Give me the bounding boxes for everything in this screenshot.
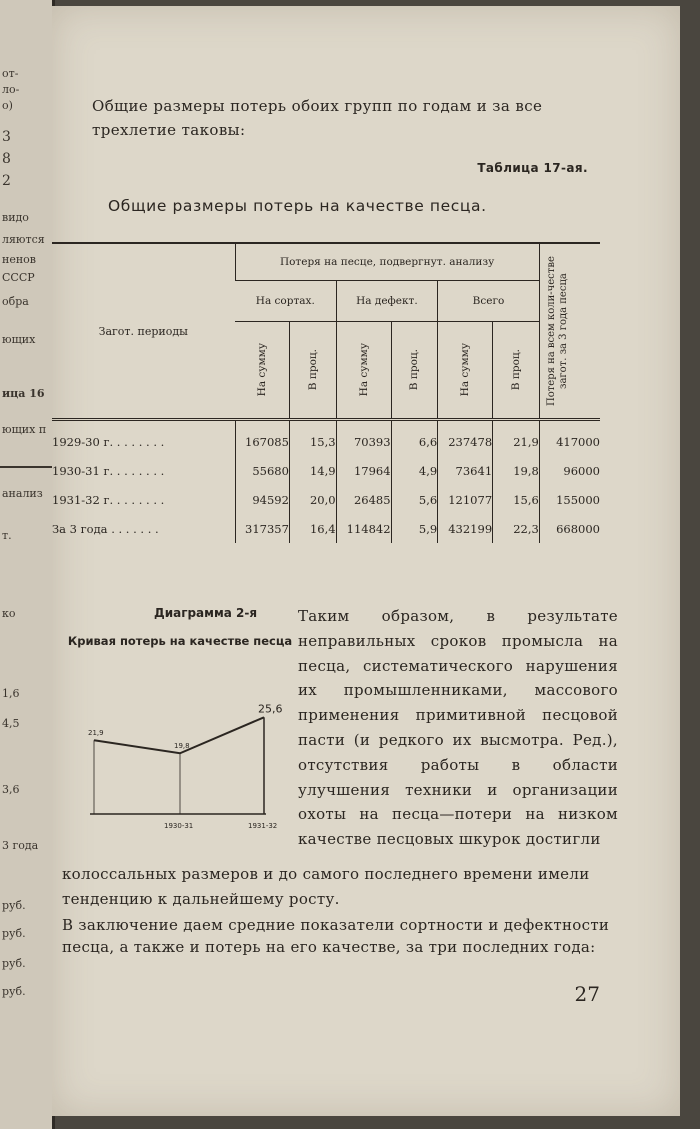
defect-pct-cell: 4,9: [391, 456, 438, 485]
all-pct-cell: 21,9: [493, 420, 540, 457]
prev-page-text: ющих: [2, 333, 36, 346]
all-sum-cell: 237478: [438, 420, 493, 457]
page-number: 27: [574, 982, 600, 1006]
prev-page-text: 4,5: [2, 717, 20, 730]
diagram-value-label: 19,8: [174, 742, 190, 751]
prev-page-text: 3,6: [2, 783, 20, 796]
prev-page-text: СССР: [2, 271, 35, 284]
prev-page-text: 3 года: [2, 839, 39, 852]
prev-page-text: руб.: [2, 985, 26, 998]
prev-page-text: от-: [2, 67, 19, 80]
prev-page-text: руб.: [2, 957, 26, 970]
total-cell: 96000: [539, 456, 600, 485]
total-cell: 417000: [539, 420, 600, 457]
defect-sum-cell: 114842: [336, 514, 391, 543]
losses-table: [52, 242, 600, 543]
loss-curve-diagram: [76, 674, 283, 834]
period-header: Загот. периоды: [52, 243, 235, 420]
main-paragraph: Таким образом, в результате неправильных сроков промысла на песца, систематического нарушения их промышленниками, массового применения примитивной песцовой пасти (и редкого их высмотра. Ред.), отсутствия работы в области улучшения техники и организации охоты на песца—потери на низком качестве песцовых шкурок достигли: [298, 607, 618, 849]
diagram-subtitle: Кривая потерь на качестве песца: [67, 634, 293, 648]
prev-page-text: 3: [2, 129, 11, 145]
table-title: Общие размеры потерь на качестве песца.: [108, 197, 487, 215]
total-cell: 155000: [539, 485, 600, 514]
prev-page-text: ющих п: [2, 423, 47, 436]
table-row: [52, 514, 600, 543]
sum-header: На сумму: [459, 343, 472, 397]
prev-page-text: 8: [2, 151, 11, 167]
paragraph-continuation: колоссальных размеров и до самого последнего времени имели тенденцию к дальнейшему росту.: [62, 865, 590, 908]
all-subheader: Всего: [438, 281, 540, 322]
book-page: [52, 6, 680, 1116]
period-cell: 1930-31 г. . . . . . . .: [52, 463, 165, 478]
all-pct-cell: 15,6: [493, 485, 540, 514]
pct-header: В проц.: [509, 349, 522, 391]
all-pct-cell: 19,8: [493, 456, 540, 485]
all-sum-cell: 73641: [438, 456, 493, 485]
diagram-value-label: 21,9: [88, 729, 104, 738]
diagram-title: Диаграмма 2-я: [154, 606, 258, 620]
prev-page-text: ица 16: [2, 387, 45, 400]
previous-page-edge: [0, 0, 55, 1129]
prev-page-text: ло-: [2, 83, 20, 96]
period-cell: 1931-32 г. . . . . . . .: [52, 492, 165, 507]
defect-pct-cell: 5,9: [391, 514, 438, 543]
diagram-x-label: 1931-32: [248, 822, 278, 830]
prev-page-text: 2: [2, 173, 11, 189]
prev-page-text: обра: [2, 295, 29, 308]
prev-page-text: видо: [2, 211, 29, 224]
prev-page-text: ляются: [2, 233, 45, 246]
prev-page-text: ко: [2, 607, 16, 620]
diagram-x-label: 1930-31: [164, 822, 194, 830]
intro-paragraph: Общие размеры потерь обоих групп по годам и за все трехлетие таковы:: [92, 97, 543, 139]
sort-sum-cell: 55680: [235, 456, 289, 485]
total-cell: 668000: [539, 514, 600, 543]
sort-sum-cell: 317357: [235, 514, 289, 543]
table-row: [52, 420, 600, 457]
table-row: [52, 485, 600, 514]
defect-sum-cell: 26485: [336, 485, 391, 514]
prev-page-text: анализ: [2, 487, 43, 500]
sort-pct-cell: 20,0: [289, 485, 336, 514]
sort-pct-cell: 16,4: [289, 514, 336, 543]
table-row: [52, 456, 600, 485]
pct-header: В проц.: [408, 349, 421, 391]
all-pct-cell: 22,3: [493, 514, 540, 543]
defect-sum-cell: 70393: [336, 420, 391, 457]
defect-sum-cell: 17964: [336, 456, 391, 485]
defect-subheader: На дефект.: [336, 281, 438, 322]
prev-page-text: руб.: [2, 927, 26, 940]
sort-subheader: На сортах.: [235, 281, 336, 322]
prev-page-text: т.: [2, 529, 12, 542]
total-header-cell: [539, 243, 600, 420]
sort-sum-cell: 167085: [235, 420, 289, 457]
all-sum-cell: 432199: [438, 514, 493, 543]
defect-pct-cell: 5,6: [391, 485, 438, 514]
diagram-value-label: 25,6: [258, 702, 283, 716]
conclusion-paragraph: В заключение даем средние показатели сортности и дефектности песца, а также и потерь на его качестве, за три последних года:: [62, 916, 610, 956]
table-label: Таблица 17-ая.: [477, 161, 588, 175]
period-cell: 1929-30 г. . . . . . . .: [52, 434, 165, 449]
sort-sum-cell: 94592: [235, 485, 289, 514]
defect-pct-cell: 6,6: [391, 420, 438, 457]
sum-header: На сумму: [255, 343, 268, 397]
all-sum-cell: 121077: [438, 485, 493, 514]
pct-header: В проц.: [306, 349, 319, 391]
sum-header: На сумму: [357, 343, 370, 397]
prev-page-text: руб.: [2, 899, 26, 912]
sort-pct-cell: 14,9: [289, 456, 336, 485]
prev-page-text: 1,6: [2, 687, 20, 700]
period-cell: За 3 года . . . . . . .: [52, 521, 159, 536]
sort-pct-cell: 15,3: [289, 420, 336, 457]
total-header: Потеря на всем коли-честве загот. за 3 года песца: [545, 256, 569, 406]
prev-page-text: о): [2, 99, 13, 112]
group-header: Потеря на песце, подвергнут. анализу: [235, 243, 539, 281]
prev-page-text: ненов: [2, 253, 36, 266]
prev-page-rule: [0, 466, 52, 468]
